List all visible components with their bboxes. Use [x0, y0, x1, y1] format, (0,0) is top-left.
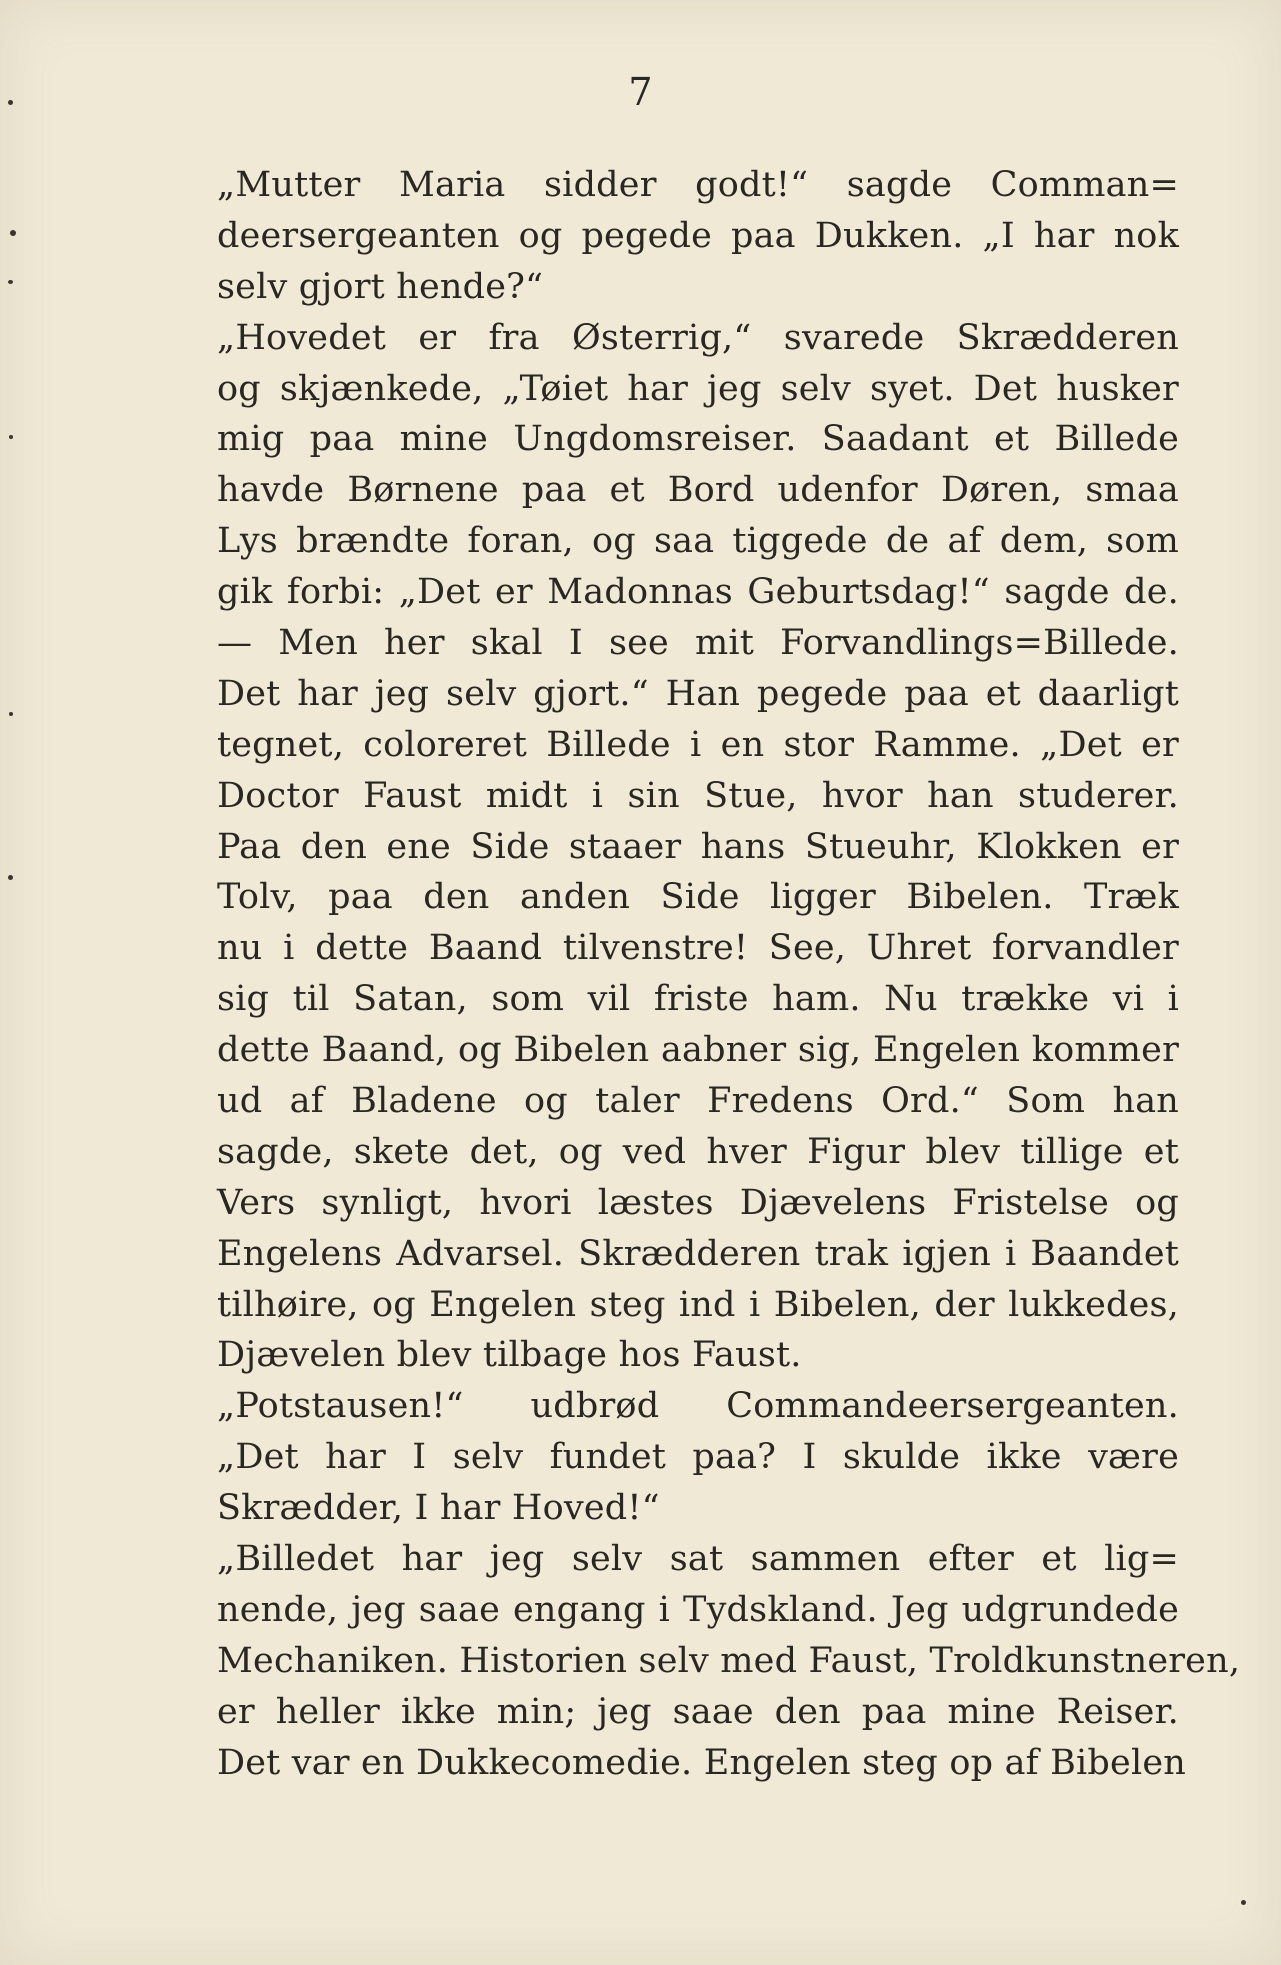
body-text [217, 160, 1241, 1789]
text-line: Djævelen blev tilbage hos Faust. [217, 1335, 802, 1376]
text-line: „Billedet har jeg selv sat sammen efter et lig= [217, 1539, 1179, 1580]
text-line: tegnet, coloreret Billede i en stor Ramme. „Det er [217, 724, 1179, 765]
text-line: sagde, skete det, og ved hver Figur blev tillige et [217, 1131, 1179, 1172]
text-line: „Mutter Maria sidder godt!“ sagde Comman= [217, 165, 1179, 205]
text-line: havde Børnene paa et Bord udenfor Døren, smaa [217, 470, 1179, 511]
margin-speck [1241, 1900, 1246, 1905]
text-line: nende, jeg saae engang i Tydskland. Jeg udgrundede [217, 1589, 1179, 1630]
text-line: nu i dette Baand tilvenstre! See, Uhret forvandler [217, 928, 1179, 969]
margin-speck [8, 875, 13, 880]
text-line: Skrædder, I har Hoved!“ [217, 1488, 660, 1529]
text-line: ud af Bladene og taler Fredens Ord.“ Som han [217, 1081, 1179, 1122]
text-line: gik forbi: „Det er Madonnas Geburtsdag!“ sagde de. [217, 572, 1179, 613]
margin-speck [9, 712, 13, 716]
margin-speck [10, 230, 16, 236]
text-line: Paa den ene Side staaer hans Stueuhr, Klokken er [217, 826, 1179, 867]
text-line: sig til Satan, som vil friste ham. Nu trække vi i [217, 979, 1179, 1020]
text-line: dette Baand, og Bibelen aabner sig, Engelen kommer [217, 1030, 1179, 1071]
text-line: Doctor Faust midt i sin Stue, hvor han studerer. [217, 775, 1179, 816]
text-line: er heller ikke min; jeg saae den paa mine Reiser. [217, 1691, 1179, 1732]
text-line: — Men her skal I see mit Forvandlings=Billede. [217, 623, 1179, 664]
text-line: og skjænkede, „Tøiet har jeg selv syet. Det husker [217, 368, 1179, 409]
text-line: „Det har I selv fundet paa? I skulde ikke være [217, 1437, 1179, 1478]
margin-speck [9, 435, 13, 439]
text-line: „Potstausen!“ udbrød Commandeersergeanten. [217, 1386, 1179, 1427]
text-line: Vers synligt, hvori læstes Djævelens Fristelse og [217, 1182, 1179, 1223]
text-line: selv gjort hende?“ [217, 266, 544, 307]
text-line: Det var en Dukkecomedie. Engelen steg op af Bibelen [217, 1742, 1186, 1783]
text-line: Tolv, paa den anden Side ligger Bibelen. Træk [217, 877, 1179, 918]
text-line: deersergeanten og pegede paa Dukken. „I har nok [217, 215, 1179, 256]
text-line: Engelens Advarsel. Skrædderen trak igjen i Baandet [217, 1233, 1179, 1274]
page-number: 7 [628, 70, 653, 114]
text-line: „Hovedet er fra Østerrig,“ svarede Skrædderen [217, 317, 1179, 358]
margin-speck [8, 280, 13, 284]
text-line: Mechaniken. Historien selv med Faust, Troldkunstneren, [217, 1640, 1241, 1681]
text-line: Det har jeg selv gjort.“ Han pegede paa et daarligt [217, 673, 1179, 714]
text-line: mig paa mine Ungdomsreiser. Saadant et Billede [217, 419, 1179, 460]
text-line: tilhøire, og Engelen steg ind i Bibelen, der lukkedes, [217, 1284, 1179, 1325]
margin-speck [8, 100, 13, 105]
text-line: Lys brændte foran, og saa tiggede de af dem, som [217, 521, 1179, 562]
